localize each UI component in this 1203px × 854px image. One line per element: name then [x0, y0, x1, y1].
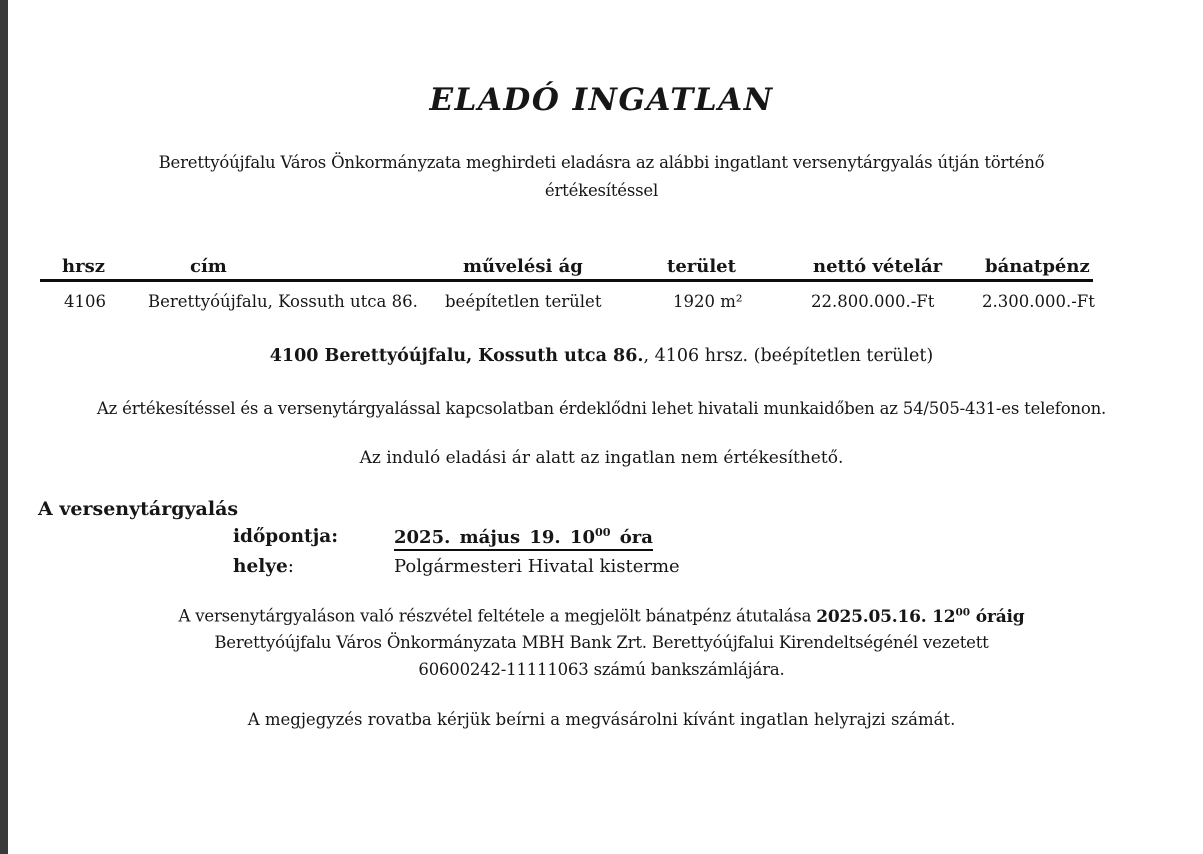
auction-time-label: időpontja:	[233, 526, 339, 547]
auction-place-label: helye:	[233, 556, 295, 577]
remark-note: A megjegyzés rovatba kérjük beírni a megvásárolni kívánt ingatlan helyrajzi számát.	[247, 710, 956, 729]
page-title: ELADÓ INGATLAN	[429, 82, 774, 118]
deposit-paragraph-line3: 60600242-11111063 számú bankszámlájára.	[418, 660, 785, 679]
property-address-regular: , 4106 hrsz. (beépítetlen terület)	[643, 346, 934, 366]
intro-paragraph-line2: értékesítéssel	[544, 181, 659, 200]
table-header-cim: cím	[190, 256, 227, 277]
table-cell-cim: Berettyóújfalu, Kossuth utca 86.	[148, 292, 418, 311]
table-header-netto-vetelar: nettó vételár	[813, 256, 943, 277]
auction-place-value: Polgármesteri Hivatal kisterme	[394, 556, 680, 577]
table-cell-banatpenz: 2.300.000.-Ft	[982, 292, 1095, 311]
intro-paragraph-line1: Berettyóújfalu Város Önkormányzata meghirdeti eladásra az alábbi ingatlant versenytárgyalás útján történő	[158, 153, 1045, 172]
contact-note: Az értékesítéssel és a versenytárgyalással kapcsolatban érdeklődni lehet hivatali munkaidőben az 54/505-431-es telefonon.	[96, 399, 1107, 418]
minimum-price-note: Az induló eladási ár alatt az ingatlan nem értékesíthető.	[359, 448, 844, 468]
table-header-muvelesi-ag: művelési ág	[463, 256, 583, 277]
property-address-bold: 4100 Berettyóújfalu, Kossuth utca 86.	[269, 346, 644, 366]
table-header-underline	[40, 279, 1093, 282]
deposit-deadline-superscript: 00	[955, 606, 971, 618]
table-header-banatpenz: bánatpénz	[985, 256, 1090, 277]
table-header-hrsz: hrsz	[62, 256, 105, 277]
deposit-deadline: 2025.05.16. $12^{00}$ óráig	[816, 606, 1025, 627]
auction-section-heading: A versenytárgyalás	[38, 498, 239, 520]
table-cell-netto-vetelar: 22.800.000.-Ft	[811, 292, 935, 311]
deposit-paragraph-line1: A versenytárgyaláson való részvétel feltétele a megjelölt bánatpénz átutalása 2025.05.16. $12^{00}$ óráig	[178, 606, 1025, 627]
table-cell-muvelesi-ag: beépítetlen terület	[445, 292, 602, 311]
auction-time-value: 2025. május 19. $10^{00}$ óra	[394, 526, 653, 551]
deposit-paragraph-line2: Berettyóújfalu Város Önkormányzata MBH Bank Zrt. Berettyóújfalui Kirendeltségénél vezetett	[214, 633, 989, 652]
table-cell-hrsz: 4106	[64, 292, 106, 311]
property-address-line	[0, 346, 1203, 366]
table-header-terulet: terület	[667, 256, 736, 277]
auction-time-superscript: 00	[594, 526, 611, 539]
table-cell-terulet: 1920 m²	[673, 292, 743, 311]
